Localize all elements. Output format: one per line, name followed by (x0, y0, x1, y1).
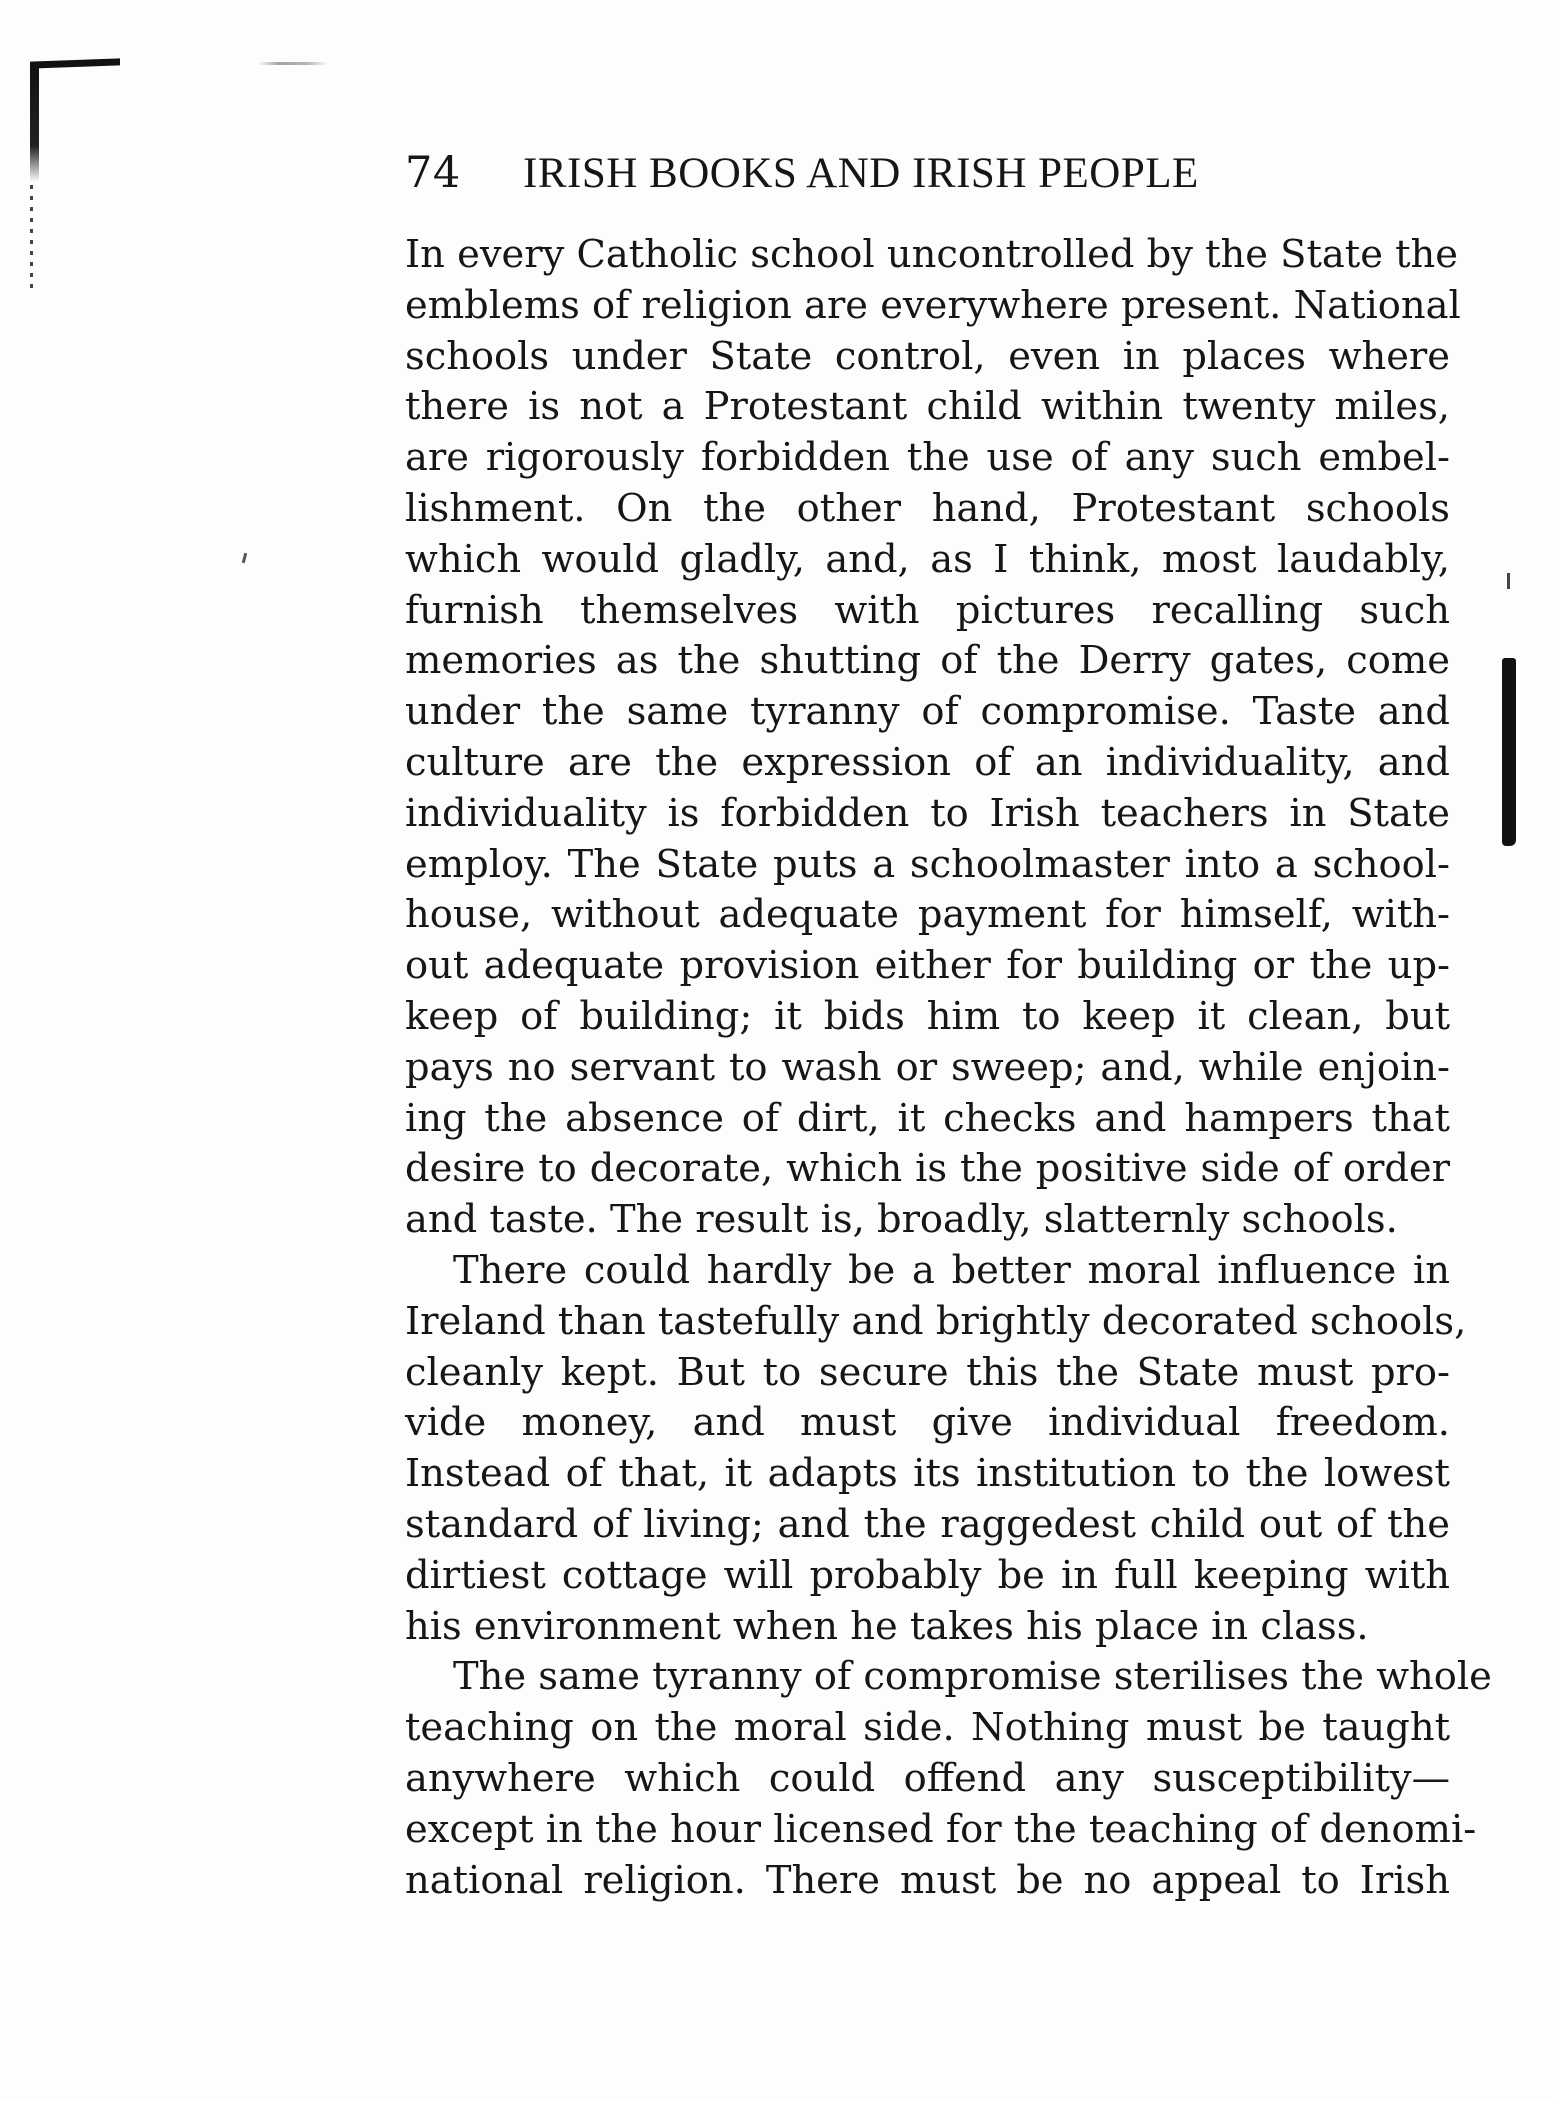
text-line: vide money, and must give individual freedom. (405, 1400, 1450, 1446)
text-line: national religion. There must be no appeal to Irish (405, 1857, 1450, 1903)
scan-speck (242, 553, 247, 563)
text-line: cleanly kept. But to secure this the State must pro- (405, 1349, 1450, 1395)
text-line: ing the absence of dirt, it checks and hampers that (405, 1095, 1450, 1141)
text-line: desire to decorate, which is the positive side of order (405, 1146, 1450, 1192)
corner-mark-vertical (30, 62, 39, 182)
scan-smudge (258, 62, 328, 65)
text-line: In every Catholic school uncontrolled by the State the (405, 232, 1459, 277)
text-line: under the same tyranny of compromise. Taste and (405, 689, 1450, 735)
text-line: There could hardly be a better moral influence in (453, 1247, 1450, 1293)
text-line: except in the hour licensed for the teaching of denomi- (405, 1806, 1477, 1852)
text-line: and taste. The result is, broadly, slatternly schools. (405, 1197, 1398, 1243)
scan-tick-mark (1507, 573, 1510, 589)
text-line: standard of living; and the raggedest child out of the (405, 1501, 1450, 1547)
text-line: culture are the expression of an individuality, and (405, 739, 1450, 785)
text-line: furnish themselves with pictures recalling such (405, 587, 1450, 633)
text-line: his environment when he takes his place in class. (405, 1603, 1369, 1649)
text-line: anywhere which could offend any susceptibility— (405, 1755, 1450, 1801)
body-text (405, 230, 1492, 1906)
running-title: IRISH BOOKS AND IRISH PEOPLE (523, 150, 1199, 197)
text-line: teaching on the moral side. Nothing must be taught (405, 1705, 1450, 1751)
text-line: pays no servant to wash or sweep; and, while enjoin- (405, 1044, 1450, 1090)
page-header (405, 148, 1335, 210)
text-line: The same tyranny of compromise sterilises the whole (453, 1654, 1492, 1700)
text-line: schools under State control, even in places where (405, 333, 1450, 379)
text-line: out adequate provision either for building or the up- (405, 943, 1450, 989)
text-line: individuality is forbidden to Irish teachers in State (405, 790, 1450, 836)
text-line: there is not a Protestant child within twenty miles, (405, 384, 1450, 430)
scan-corner-mark (26, 60, 121, 260)
text-line: employ. The State puts a schoolmaster into a school- (405, 841, 1450, 887)
text-line: Ireland than tastefully and brightly decorated schools, (405, 1298, 1467, 1344)
corner-mark-horizontal (30, 58, 120, 68)
paragraph (405, 230, 1461, 1246)
text-line: emblems of religion are everywhere present. National (405, 282, 1461, 328)
paragraph (405, 1652, 1492, 1906)
text-line: keep of building; it bids him to keep it clean, but (405, 993, 1450, 1039)
text-line: house, without adequate payment for himself, with- (405, 892, 1450, 938)
page-number: 74 (405, 148, 461, 198)
text-line: dirtiest cottage will probably be in full keeping with (405, 1552, 1450, 1598)
text-line: lishment. On the other hand, Protestant schools (405, 485, 1450, 531)
paragraph (405, 1246, 1467, 1652)
scan-margin-bar (1502, 658, 1516, 846)
text-line: Instead of that, it adapts its institution to the lowest (405, 1451, 1450, 1497)
text-line: which would gladly, and, as I think, most laudably, (405, 536, 1450, 582)
text-line: memories as the shutting of the Derry gates, come (405, 638, 1450, 684)
text-line: are rigorously forbidden the use of any such embel- (405, 435, 1450, 481)
corner-mark-dots (30, 185, 33, 295)
